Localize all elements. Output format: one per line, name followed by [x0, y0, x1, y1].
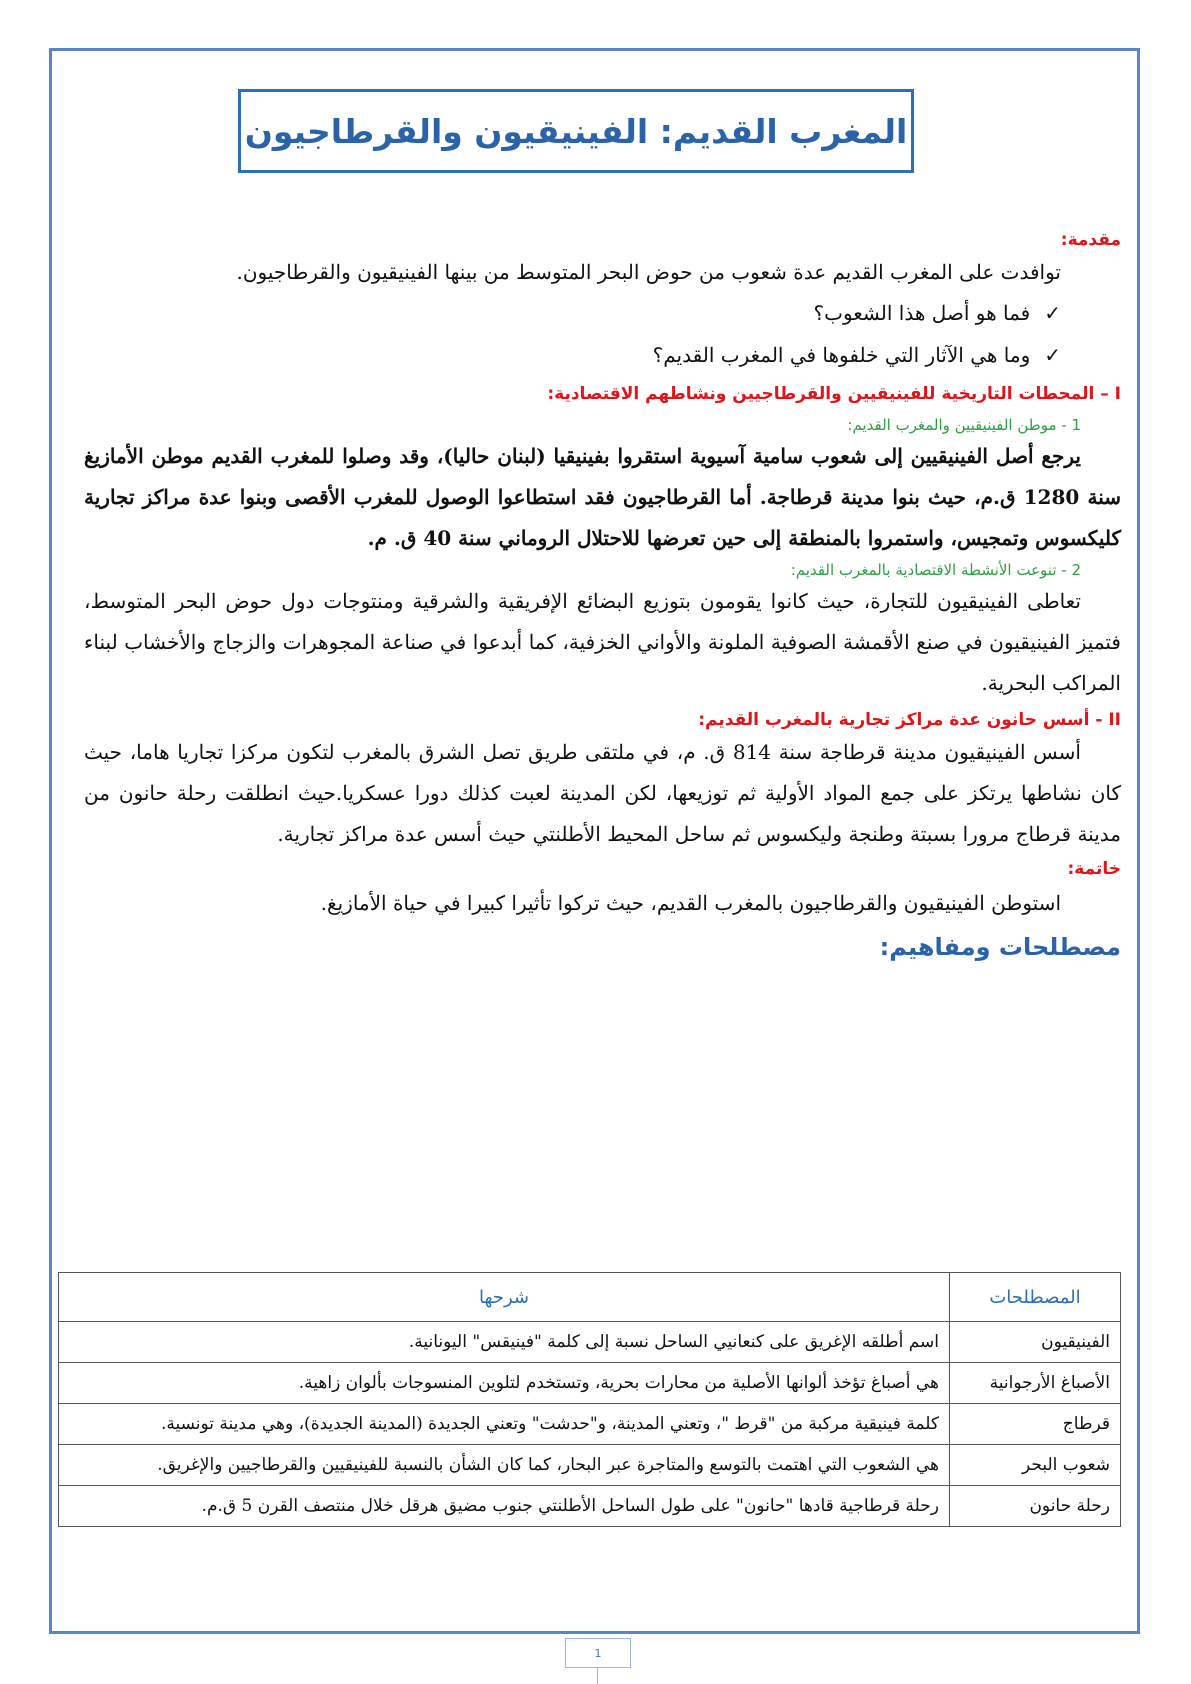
- definition-cell: كلمة فينيقية مركبة من "قرط "، وتعني المدينة، و"حدشت" وتعني الجديدة (المدينة الجديدة)، وهي مدينة تونسية.: [59, 1404, 950, 1445]
- footer-divider: [597, 1668, 598, 1684]
- intro-heading: مقدمة:: [1060, 230, 1121, 250]
- page-title: المغرب القديم: الفينيقيون والقرطاجيون: [244, 111, 908, 151]
- section1-heading: I – المحطات التاريخية للفينيقيين والقرطاجيين ونشاطهم الاقتصادية:: [547, 384, 1121, 404]
- term-cell: شعوب البحر: [950, 1445, 1121, 1486]
- question-item: [84, 292, 1121, 334]
- table-row: [59, 1363, 1121, 1404]
- section1-sub2-text: تعاطى الفينيقيون للتجارة، حيث كانوا يقومون بتوزيع البضائع الإفريقية والشرقية ومنتوجات دول حوض البحر المتوسط، فتميز الفينيقيون في صنع الأقمشة الصوفية الملونة والأواني الخزفية، كما أبدعوا في صناعة المجوهرات والزجاج والأخشاب لبناء المراكب البحرية.: [84, 589, 1121, 695]
- column-header-definition: شرحها: [59, 1273, 950, 1322]
- table-row: [59, 1404, 1121, 1445]
- check-icon: ✓: [1044, 343, 1061, 367]
- question-item: [84, 334, 1121, 376]
- definition-cell: اسم أطلقه الإغريق على كنعانيي الساحل نسبة إلى كلمة "فينيقس" اليونانية.: [59, 1322, 950, 1363]
- section2-heading: II - أسس حانون عدة مراكز تجارية بالمغرب القديم:: [698, 710, 1121, 730]
- concepts-title: مصطلحات ومفاهيم:: [879, 933, 1121, 961]
- section1-sub1-heading: 1 - موطن الفينيقيين والمغرب القديم:: [847, 416, 1081, 434]
- table-row: [59, 1322, 1121, 1363]
- main-content: [84, 228, 1121, 961]
- definition-cell: رحلة قرطاجية قادها "حانون" على طول الساحل الأطلنتي جنوب مضيق هرقل خلال منتصف القرن 5 ق.م.: [59, 1486, 950, 1527]
- section1-sub1-text: يرجع أصل الفينيقيين إلى شعوب سامية آسيوية استقروا بفينيقيا (لبنان حاليا)، وقد وصلوا للمغرب القديم موطن الأمازيغ سنة 1280 ق.م، حيث بنوا مدينة قرطاجة. أما القرطاجيون فقد استطاعوا الوصول للمغرب الأقصى وبنوا عدة مراكز تجارية كليكسوس وتمجيس، واستمروا بالمنطقة إلى حين تعرضها للاحتلال الروماني سنة 40 ق. م.: [84, 444, 1121, 550]
- question-text: فما هو أصل هذا الشعوب؟: [813, 301, 1031, 325]
- conclusion-text: استوطن الفينيقيون والقرطاجيون بالمغرب القديم، حيث تركوا تأثيرا كبيرا في حياة الأمازيغ.: [320, 891, 1061, 915]
- definition-cell: هي الشعوب التي اهتمت بالتوسع والمتاجرة عبر البحار، كما كان الشأن بالنسبة للفينيقيين والقرطاجيين والإغريق.: [59, 1445, 950, 1486]
- term-cell: الفينيقيون: [950, 1322, 1121, 1363]
- definition-cell: هي أصباغ تؤخذ ألوانها الأصلية من محارات بحرية، وتستخدم لتلوين المنسوجات بألوان زاهية.: [59, 1363, 950, 1404]
- term-cell: رحلة حانون: [950, 1486, 1121, 1527]
- column-header-term: المصطلحات: [950, 1273, 1121, 1322]
- table-row: [59, 1486, 1121, 1527]
- term-cell: قرطاج: [950, 1404, 1121, 1445]
- intro-text: توافدت على المغرب القديم عدة شعوب من حوض البحر المتوسط من بينها الفينيقيون والقرطاجيون.: [236, 260, 1061, 284]
- table-header-row: [59, 1273, 1121, 1322]
- concepts-table: [58, 1272, 1121, 1527]
- check-icon: ✓: [1044, 301, 1061, 325]
- term-cell: الأصباغ الأرجوانية: [950, 1363, 1121, 1404]
- section1-sub2-heading: 2 - تنوعت الأنشطة الاقتصادية بالمغرب القديم:: [790, 561, 1081, 579]
- section2-text: أسس الفينيقيون مدينة قرطاجة سنة 814 ق. م، في ملتقى طريق تصل الشرق بالمغرب لتكون مركزا تجاريا هاما، حيث كان نشاطها يرتكز على جمع المواد الأولية ثم توزيعها، لكن المدينة لعبت كذلك دورا عسكريا.حيث انطلقت رحلة حانون من مدينة قرطاج مرورا بسبتة وطنجة وليكسوس ثم ساحل المحيط الأطلنتي حيث أسس عدة مراكز تجارية.: [84, 740, 1121, 846]
- title-box: [238, 89, 914, 173]
- page-number: 1: [565, 1638, 631, 1668]
- table-row: [59, 1445, 1121, 1486]
- question-text: وما هي الآثار التي خلفوها في المغرب القديم؟: [652, 343, 1031, 367]
- conclusion-heading: خاتمة:: [1067, 859, 1121, 879]
